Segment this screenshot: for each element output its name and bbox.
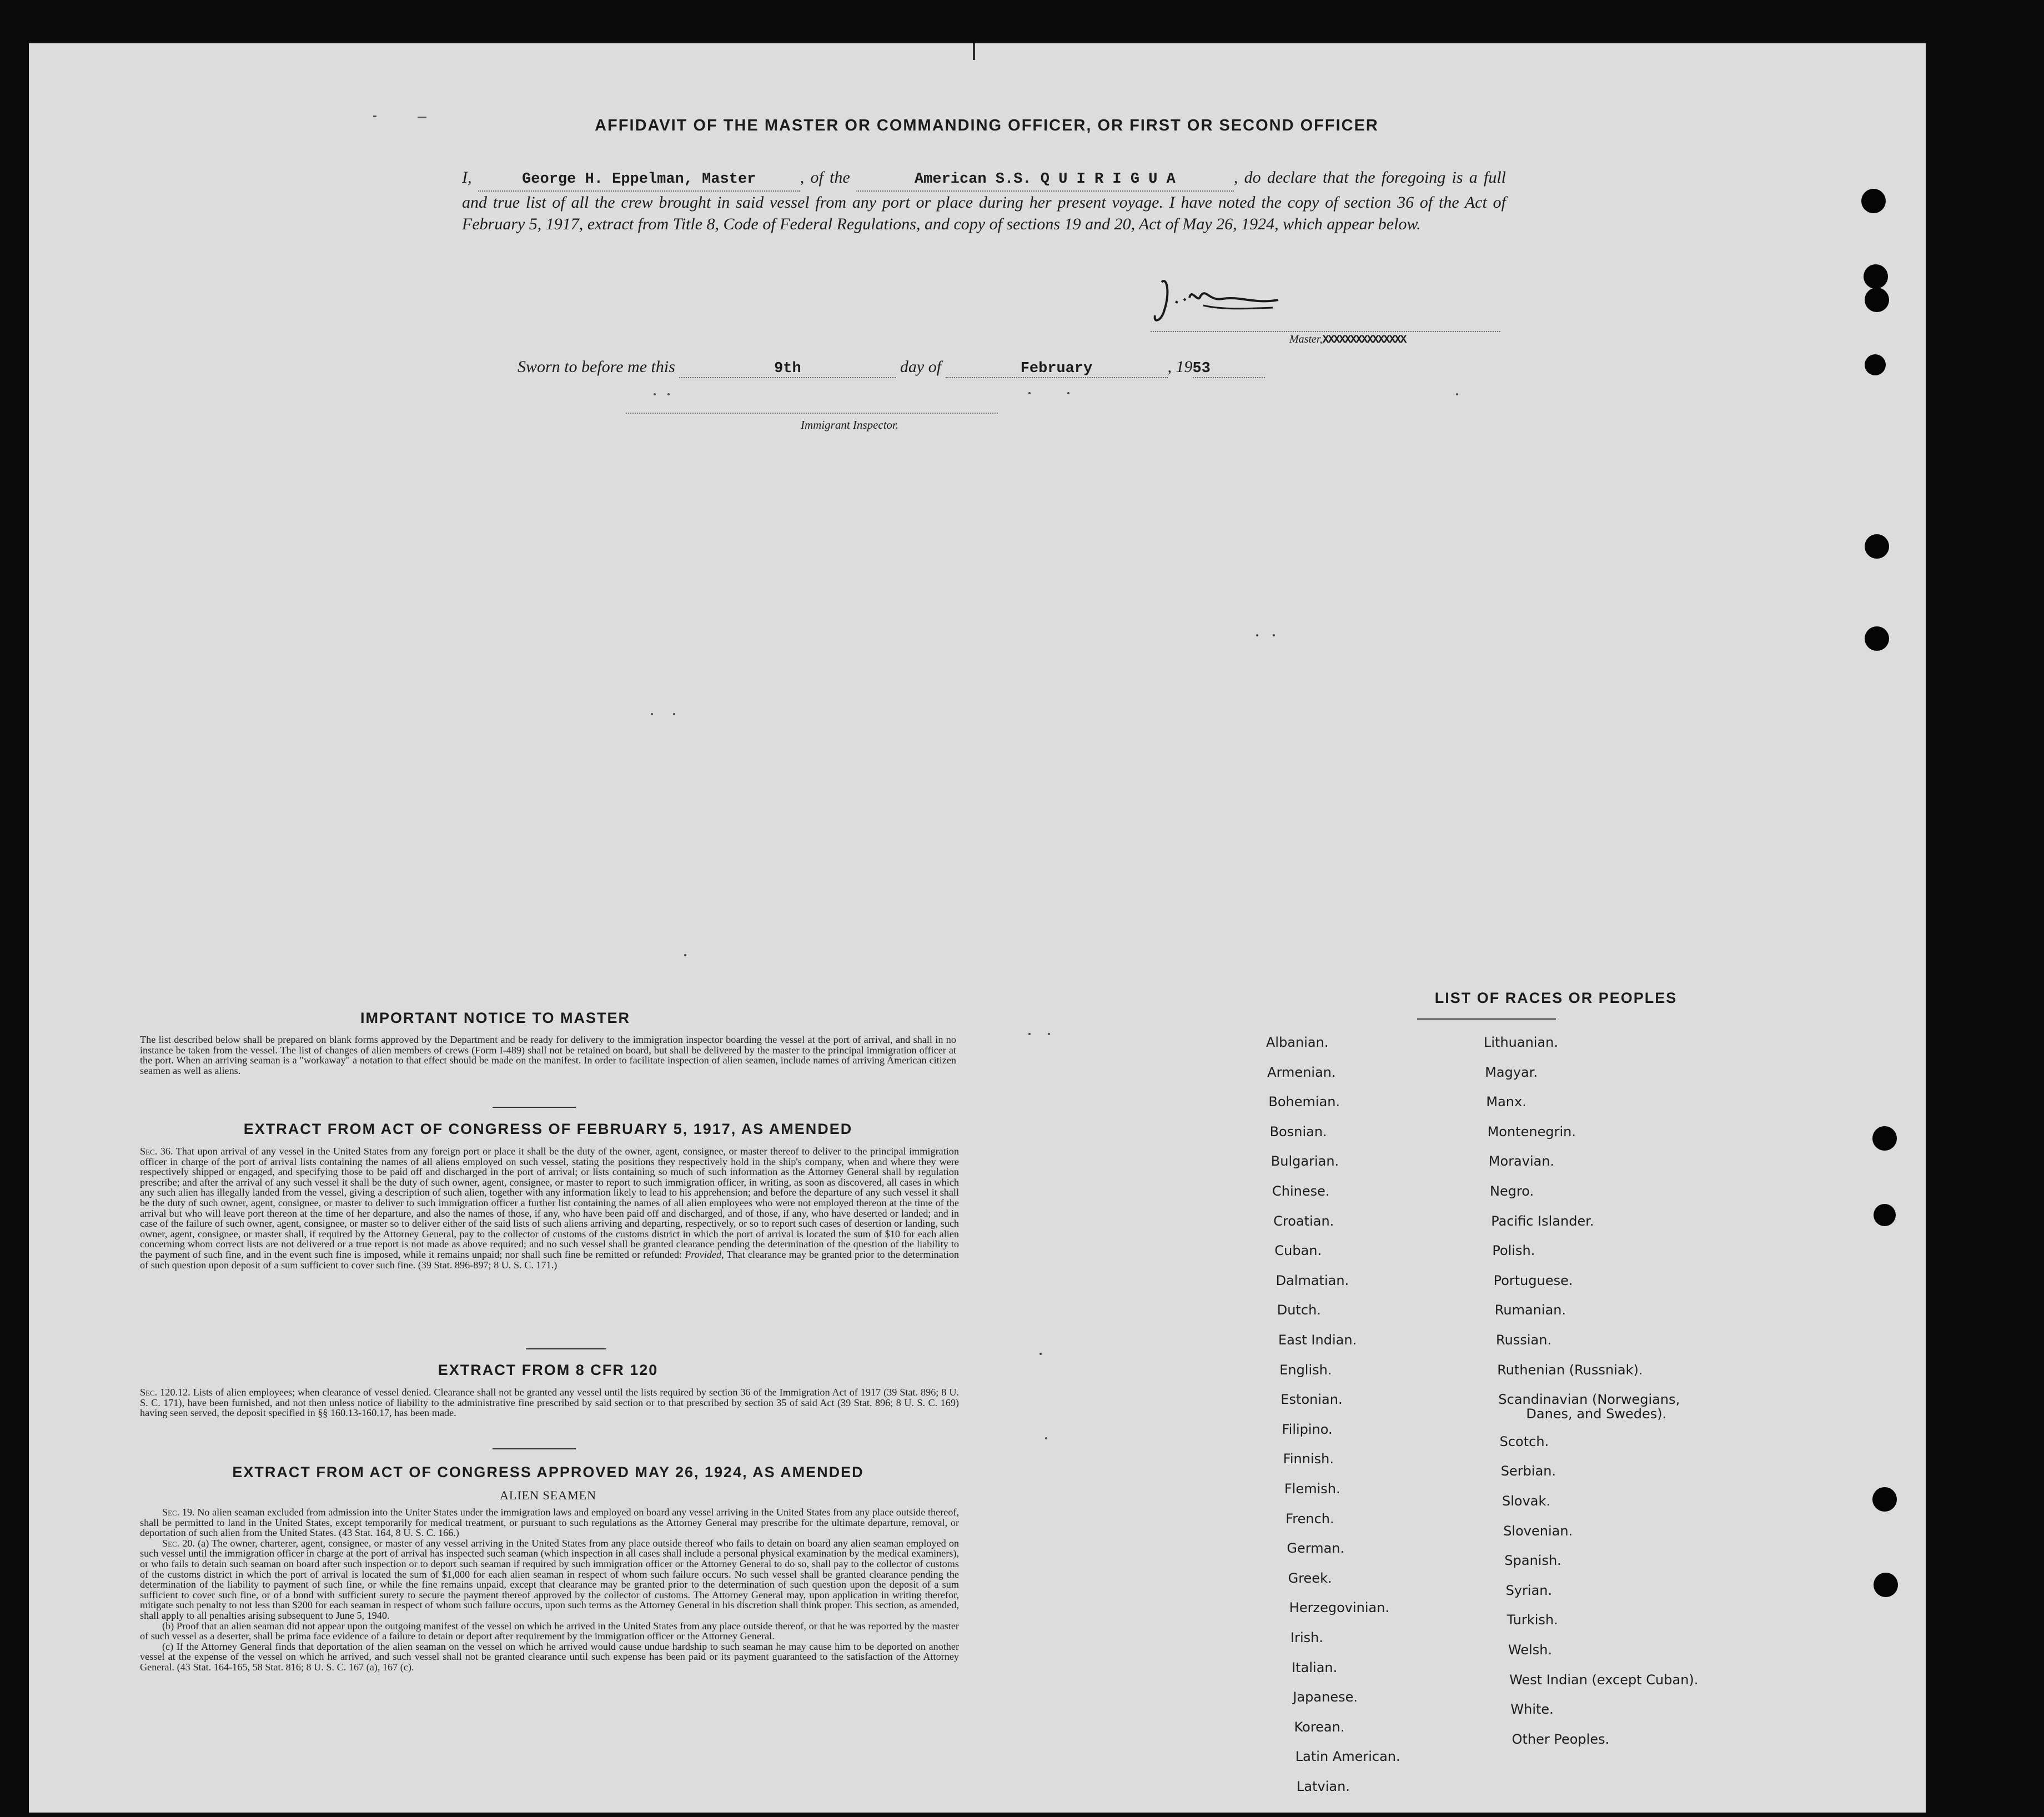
races-title: LIST OF RACES OR PEOPLES (1434, 990, 1678, 1006)
race-item: Albanian. (1266, 1035, 1329, 1050)
sec-20c-paragraph: (c) If the Attorney General finds that deportation of the alien seaman on the vessel on which he arrived would cause undue hardship to such seaman he may cause him to be deported on another vessel at the expense of the vessel on which he arrived, and such vessel shall not be granted clearance until such expense has been paid or its payment guaranteed to the satisfaction of the Attorney General. (43 Stat. 164-165, 58 Stat. 816; 8 U. S. C. 167 (a), 167 (c). (140, 1640, 959, 1673)
race-item: Russian. (1496, 1332, 1552, 1348)
race-item: Negro. (1490, 1183, 1534, 1199)
sworn-year-prefix: , 19 (1167, 358, 1193, 376)
race-item: French. (1285, 1510, 1334, 1527)
race-item: Greek. (1288, 1570, 1332, 1586)
section-divider (493, 1448, 576, 1449)
race-item: Cuban. (1274, 1243, 1322, 1259)
punch-hole (1874, 1204, 1896, 1226)
race-item: Montenegrin. (1487, 1123, 1576, 1140)
alien-seamen-subtitle: ALIEN SEAMEN (500, 1488, 596, 1502)
vessel-name-field: American S.S. Q U I R I G U A (856, 169, 1234, 192)
declaration-body: that the foregoing is a full and true list of all the crew brought in said vessel from any port or place during her present voyage. I have noted the copy of section 36 of the Act of February 5, 1917, extract from Title 8, Code of Federal Regulations, and copy of sections 19 and 20, Act of May 26, 1924, which appear below. (462, 168, 1506, 233)
race-item: Lithuanian. (1484, 1035, 1559, 1050)
sec-20a-body: (a) The owner, charterer, agent, consignee, or master of any vessel arriving in the United States from any place outside thereof who fails to detain on board any alien seaman employed on such vessel until the immigration officer in charge at the port of arrival has inspected such seaman (which inspection in all cases shall include a personal physical examination by the medical examiners), or who fails to detain such seaman on board after such inspection or to deport such seaman if required by such immigration officer or the Attorney General to do so, shall pay to the collector of customs of the customs district in which the port of arrival is located the sum of $1,000 for each alien seaman in respect of whom such failure occurs. No such vessel shall be granted clearance pending the determination of the liability to payment of such fine, or while the fine remains unpaid, except that clearance may be granted prior to the determination of such question upon the deposit of a sum sufficient to cover such fine, or of a bond with sufficient surety to secure the payment thereof approved by the collector of customs. The Attorney General may, upon application in writing therefor, mitigate such penalty to not less than $200 for each seaman in respect of whom such failure occurs, upon such terms as the Attorney General in his discretion shall think proper. This section, as amended, shall apply to all penalties arising subsequent to June 5, 1940. (140, 1537, 960, 1621)
master-label-text: Master, (1289, 333, 1323, 345)
sec-20b-paragraph: (b) Proof that an alien seaman did not appear upon the outgoing manifest of the vessel on which he arrived in the United States from any place outside thereof, or that he was reported by the master of such vessel as a deserter, shall be prima face evidence of a failure to detain or deport after requirement by the immigration officer or the Attorney General. (140, 1620, 959, 1642)
act-1917-title: EXTRACT FROM ACT OF CONGRESS OF FEBRUARY 5, 1917, AS AMENDED (243, 1121, 853, 1137)
race-item: Estonian. (1280, 1392, 1343, 1408)
declaration-paragraph (462, 167, 1506, 235)
notice-text: The list described below shall be prepared on blank forms approved by the Department and be ready for delivery to the immigration inspector boarding the vessel at the port of arrival, and shall in no instance be taken from the vessel. The list of changes of alien members of crews (Form I-489) shall not be retained on board, but shall be delivered by the master to the principal immigration officer at the port. When an arriving seaman is a "workaway" a notation to that effect should be made on the manifest. In order to facilitate inspection of alien seamen, include names of arriving American citizen seamen as well as aliens. (140, 1034, 956, 1076)
act-1917-body: That upon arrival of any vessel in the United States from any foreign port or place it shall be the duty of the owner, agent, consignee, or master thereof to deliver to the principal immigration officer in charge of the port of arrival lists containing the names of all aliens employed on such vessel, stating the positions they respectively hold in the ship's company, when and where they were respectively shipped or engaged, and specifying those to be paid off and discharged in the port of arrival; or lists containing so much of such information as the Attorney General shall by regulation prescribe; and after the arrival of any such vessel it shall be the duty of such owner, agent, consignee, or master to report to such immigration officer, in writing, as soon as discovered, all cases in which any such alien has illegally landed from the vessel, giving a description of such alien, together with any information likely to lead to his apprehension; and before the departure of any such vessel it shall be the duty of such owner, agent, consignee, or master to deliver to such immigration officer a further list containing the names of all alien employees who were not employed thereon at the time of the arrival but who will leave port thereon at the time of her departure, and also the names of those, if any, who have been paid off and discharged, and of those, if any, who have deserted or landed; and in case of the failure of such owner, agent, consignee, or master so to deliver either of the said lists of such aliens arriving and departing, respectively, or so to report such cases of desertion or landing, such owner, agent, consignee, or master shall, if required by the Attorney General, pay to the collector of customs of the customs district in which the port of arrival is located the sum of $10 for each alien concerning whom correct lists are not delivered or a true report is not made as above required; and no such vessel shall be granted clearance pending the determination of the question of the liability to the payment of such fine, and in the event such fine is imposed, while it remains unpaid; nor shall such fine be remitted or refunded: (140, 1146, 959, 1260)
race-item: English. (1279, 1362, 1332, 1378)
race-item: Scotch. (1499, 1433, 1549, 1449)
section-divider (526, 1348, 606, 1349)
race-item: Scandinavian (Norwegians, (1498, 1392, 1680, 1408)
race-item: Dutch. (1277, 1302, 1321, 1318)
sworn-prefix: Sworn to before me this (518, 358, 675, 376)
scan-mark (1045, 1437, 1047, 1439)
scan-mark (418, 117, 426, 118)
punch-hole (1865, 534, 1889, 559)
sworn-year-field: 53 (1193, 360, 1265, 378)
race-item: Spanish. (1504, 1553, 1561, 1569)
scan-mark (1273, 634, 1275, 636)
race-item: East Indian. (1278, 1332, 1357, 1348)
race-item: Italian. (1292, 1659, 1338, 1675)
sworn-day-of: day of (900, 358, 942, 376)
cfr-title: EXTRACT FROM 8 CFR 120 (438, 1362, 659, 1378)
declaration-i: I, (462, 168, 472, 187)
struck-title: XXXXXXXXXXXXXXX (1322, 334, 1406, 347)
race-item: Syrian. (1505, 1582, 1553, 1598)
scan-mark (1456, 393, 1458, 395)
race-item: Bosnian. (1269, 1123, 1327, 1140)
scan-mark (1048, 1033, 1050, 1035)
sec-19-body: No alien seaman excluded from admission into the Uniter States under the immigration laws and employed on board any vessel arriving in the United States from any place outside thereof, shall be permitted to land in the United States, except temporarily for medical treatment, or pursuant to such regulations as the Attorney General may prescribe for the ultimate departure, removal, or deportation of such alien from the United States. (43 Stat. 164, 8 U. S. C. 166.) (140, 1507, 960, 1539)
race-item: Japanese. (1293, 1689, 1358, 1705)
punch-hole (1864, 264, 1888, 289)
race-item: Slovak. (1502, 1493, 1551, 1509)
cfr-text (140, 1387, 959, 1418)
race-item: Magyar. (1485, 1064, 1538, 1080)
act-1917-text (140, 1146, 959, 1270)
race-item: Serbian. (1500, 1463, 1556, 1479)
race-item: Bohemian. (1268, 1094, 1340, 1110)
punch-hole (1874, 1573, 1898, 1597)
race-item: Portuguese. (1493, 1272, 1573, 1288)
sec-19-label: Sec. 19. (162, 1507, 195, 1518)
punch-hole (1865, 626, 1889, 651)
scan-mark (1028, 1033, 1031, 1035)
race-item: Rumanian. (1494, 1302, 1566, 1318)
race-item: Filipino. (1282, 1421, 1333, 1437)
master-name-field: George H. Eppelman, Master (478, 169, 800, 192)
sworn-day-field: 9th (679, 360, 896, 378)
race-item: Turkish. (1506, 1612, 1558, 1628)
race-item: German. (1287, 1540, 1345, 1557)
sec-19-paragraph (140, 1507, 959, 1538)
race-item: Flemish. (1284, 1481, 1340, 1497)
scan-mark (673, 713, 675, 715)
declaration-do-declare: , do declare (1233, 168, 1317, 187)
scan-mark (373, 116, 376, 117)
punch-hole (1872, 1487, 1897, 1512)
race-item: Latvian. (1297, 1779, 1350, 1794)
race-item: Latin American. (1295, 1749, 1400, 1765)
affidavit-title: AFFIDAVIT OF THE MASTER OR COMMANDING OFFICER, OR FIRST OR SECOND OFFICER (595, 117, 1379, 134)
cfr-section: Sec. 120.12. (140, 1387, 190, 1398)
act-1917-section: Sec. 36. (140, 1146, 173, 1157)
notice-title: IMPORTANT NOTICE TO MASTER (360, 1010, 630, 1026)
race-item: Irish. (1290, 1630, 1323, 1645)
section-divider (493, 1107, 576, 1108)
scan-mark (1039, 1353, 1042, 1355)
inspector-signature-line (626, 413, 998, 414)
scan-mark (684, 954, 686, 956)
master-label (1289, 333, 1405, 347)
race-item: Herzegovinian. (1289, 1600, 1390, 1616)
inspector-label: Immigrant Inspector. (801, 418, 899, 431)
race-item: Manx. (1486, 1094, 1526, 1110)
race-item: Croatian. (1273, 1213, 1334, 1229)
scan-mark (1028, 392, 1031, 394)
sec-20-label: Sec. 20. (162, 1537, 195, 1549)
race-item: White. (1510, 1701, 1554, 1718)
act-1924-text (140, 1507, 959, 1673)
race-item: Finnish. (1283, 1451, 1334, 1467)
race-item: Armenian. (1267, 1064, 1336, 1080)
race-item: Dalmatian. (1275, 1272, 1349, 1288)
punch-hole (1872, 1126, 1897, 1151)
race-item: Moravian. (1488, 1153, 1555, 1169)
punch-hole (1861, 189, 1886, 213)
signature (1151, 271, 1284, 354)
race-item: Danes, and Swedes). (1526, 1406, 1667, 1422)
race-item: Chinese. (1272, 1183, 1330, 1199)
race-item: Other Peoples. (1511, 1731, 1610, 1747)
signature-line (1151, 331, 1500, 332)
race-item: Welsh. (1508, 1642, 1553, 1658)
punch-hole (1865, 354, 1886, 375)
race-item: Polish. (1492, 1243, 1535, 1259)
act-1917-provided: Provided, (685, 1248, 724, 1260)
race-item: West Indian (except Cuban). (1509, 1672, 1699, 1688)
fold-mark (973, 43, 975, 60)
race-item: Ruthenian (Russniak). (1497, 1362, 1643, 1378)
scan-mark (1067, 392, 1069, 394)
race-item: Slovenian. (1503, 1523, 1573, 1539)
scan-mark (654, 393, 656, 395)
punch-hole (1865, 288, 1889, 312)
scan-mark (1256, 634, 1258, 636)
race-item: Bulgarian. (1270, 1153, 1339, 1169)
scan-mark (667, 393, 670, 395)
cfr-body: Lists of alien employees; when clearance of vessel denied. Clearance shall not be granted any vessel until the lists required by section 36 of the Immigration Act of 1917 (39 Stat. 896; 8 U. S. C. 171), have been furnished, and not then unless notice of liability to the administrative fine prescribed by said section or to that prescribed by section 35 of said Act (39 Stat. 896; 8 U. S. C. 169) having seen served, the deposit specified in §§ 160.13-160.17, has been made. (140, 1387, 959, 1419)
act-1917-body-end: That clearance may be granted prior to the determination of such question upon deposit of a sum sufficient to cover such fine. (39 Stat. 896-897; 8 U. S. C. 171.) (140, 1248, 960, 1271)
sworn-month-field: February (946, 360, 1168, 378)
sec-20a-paragraph (140, 1538, 959, 1621)
act-1924-title: EXTRACT FROM ACT OF CONGRESS APPROVED MAY 26, 1924, AS AMENDED (232, 1464, 864, 1480)
declaration-of-the: , of the (800, 168, 850, 187)
sworn-line (518, 358, 1323, 378)
race-item: Pacific Islander. (1491, 1213, 1594, 1229)
document-page (29, 43, 1926, 1813)
section-divider (1417, 1018, 1556, 1020)
scan-mark (651, 713, 653, 715)
race-item: Korean. (1294, 1719, 1345, 1735)
